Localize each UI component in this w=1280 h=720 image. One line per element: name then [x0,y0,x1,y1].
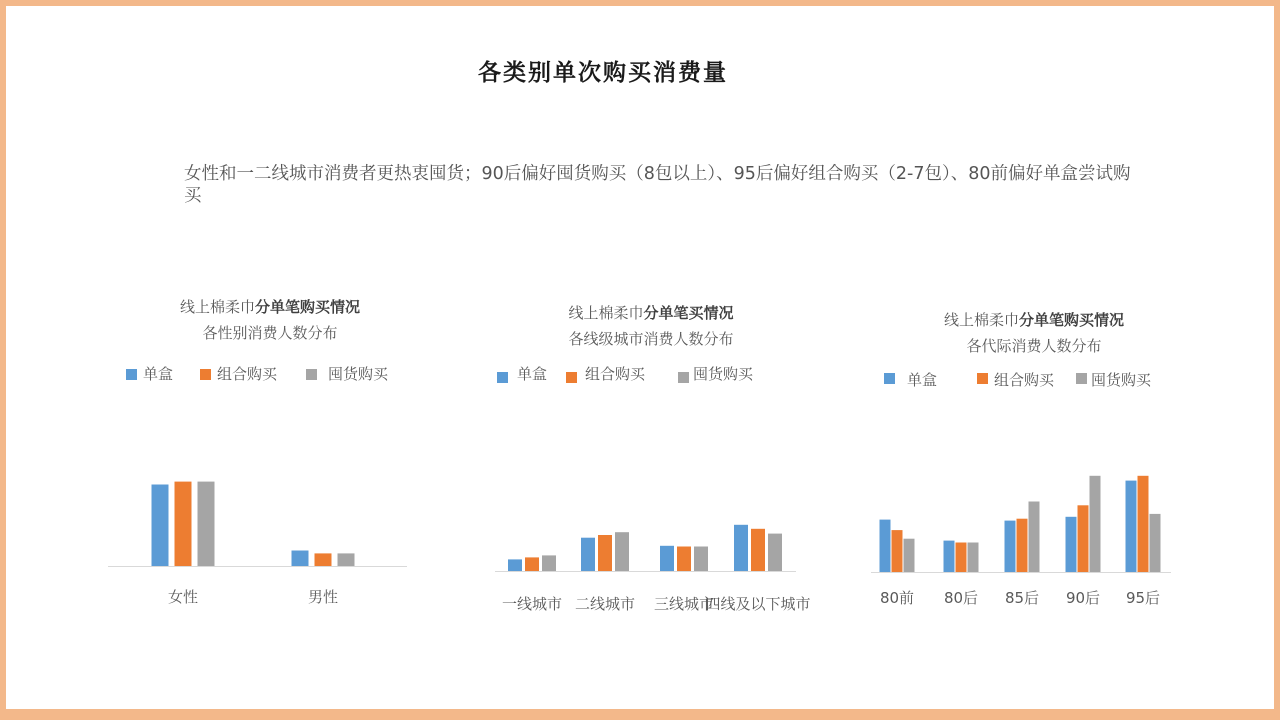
bar-chart3-1-1 [880,520,891,572]
bar-chart3-3-2 [968,543,979,573]
bar-chart3-1-3 [1005,521,1016,572]
legend-label: 囤货购买 [693,365,754,383]
bar-chart2-2-4 [751,529,765,571]
chart2-title-bold: 分单笔买情况 [643,304,734,322]
bar-chart3-3-5 [1150,514,1161,572]
chart2-title-line2: 各线级城市消费人数分布 [568,330,734,348]
legend-label: 单盒 [517,365,548,383]
bar-chart3-1-4 [1066,517,1077,572]
x-tick-label-chart2: 二线城市 [574,595,636,613]
bar-chart1-2-2 [315,553,332,566]
bar-chart2-1-3 [660,546,674,571]
bar-chart3-2-1 [892,530,903,572]
bar-chart3-3-3 [1029,502,1040,573]
bar-chart1-2-1 [175,482,192,566]
bar-chart2-2-1 [525,557,539,571]
bar-chart2-2-2 [598,535,612,571]
legend-label: 单盒 [907,371,938,389]
x-tick-label-chart3: 90后 [1065,589,1101,607]
bar-chart1-3-2 [338,553,355,566]
chart1-title-plain: 线上棉柔巾 [179,298,255,316]
chart2-title-plain: 线上棉柔巾 [568,304,644,322]
bar-chart3-1-2 [944,541,955,572]
legend-label: 组合购买 [585,365,646,383]
chart1-title-line2: 各性别消费人数分布 [202,324,338,342]
chart3-title-bold: 分单笔购买情况 [1019,311,1125,329]
chart3-title-line2: 各代际消费人数分布 [966,337,1102,355]
bar-chart3-2-2 [956,543,967,573]
x-tick-label-chart2: 一线城市 [501,595,563,613]
bar-chart2-3-1 [542,555,556,571]
bar-chart3-3-1 [904,539,915,572]
bar-chart2-2-3 [677,547,691,572]
bar-chart1-1-1 [152,485,169,567]
x-tick-label-chart3: 80前 [879,589,915,607]
legend-label: 囤货购买 [1091,371,1152,389]
chart1-title-bold: 分单笔购买情况 [255,298,361,316]
x-tick-label-chart2: 四线及以下城市 [705,595,811,613]
bar-chart1-1-2 [292,551,309,567]
bar-chart3-3-4 [1090,476,1101,572]
x-tick-label-chart3: 95后 [1125,589,1161,607]
chart3-title-plain: 线上棉柔巾 [943,311,1019,329]
x-tick-label-chart1: 男性 [307,588,339,606]
legend-label: 囤货购买 [328,365,389,383]
bar-chart2-1-1 [508,559,522,571]
legend-label: 组合购买 [217,365,278,383]
x-tick-label-chart1: 女性 [167,588,199,606]
bar-chart3-2-4 [1078,505,1089,572]
x-tick-label-chart2: 三线城市 [653,595,715,613]
summary-text: 女性和一二线城市消费者更热衷囤货；90后偏好囤货购买（8包以上）、95后偏好组合购买（2-7包）、80前偏好单盒尝试购买 [184,164,1131,206]
bar-chart3-2-3 [1017,519,1028,572]
legend-label: 单盒 [143,365,174,383]
bar-chart1-3-1 [198,482,215,566]
legend-label: 组合购买 [994,371,1055,389]
bar-chart2-3-3 [694,547,708,572]
x-tick-label-chart3: 80后 [943,589,979,607]
page-title: 各类别单次购买消费量 [478,60,728,86]
bar-chart3-1-5 [1126,481,1137,572]
bar-chart3-2-5 [1138,476,1149,572]
bar-chart2-1-4 [734,525,748,571]
x-tick-label-chart3: 85后 [1004,589,1040,607]
bar-chart2-3-2 [615,532,629,571]
bar-chart2-3-4 [768,534,782,571]
bar-chart2-1-2 [581,538,595,571]
